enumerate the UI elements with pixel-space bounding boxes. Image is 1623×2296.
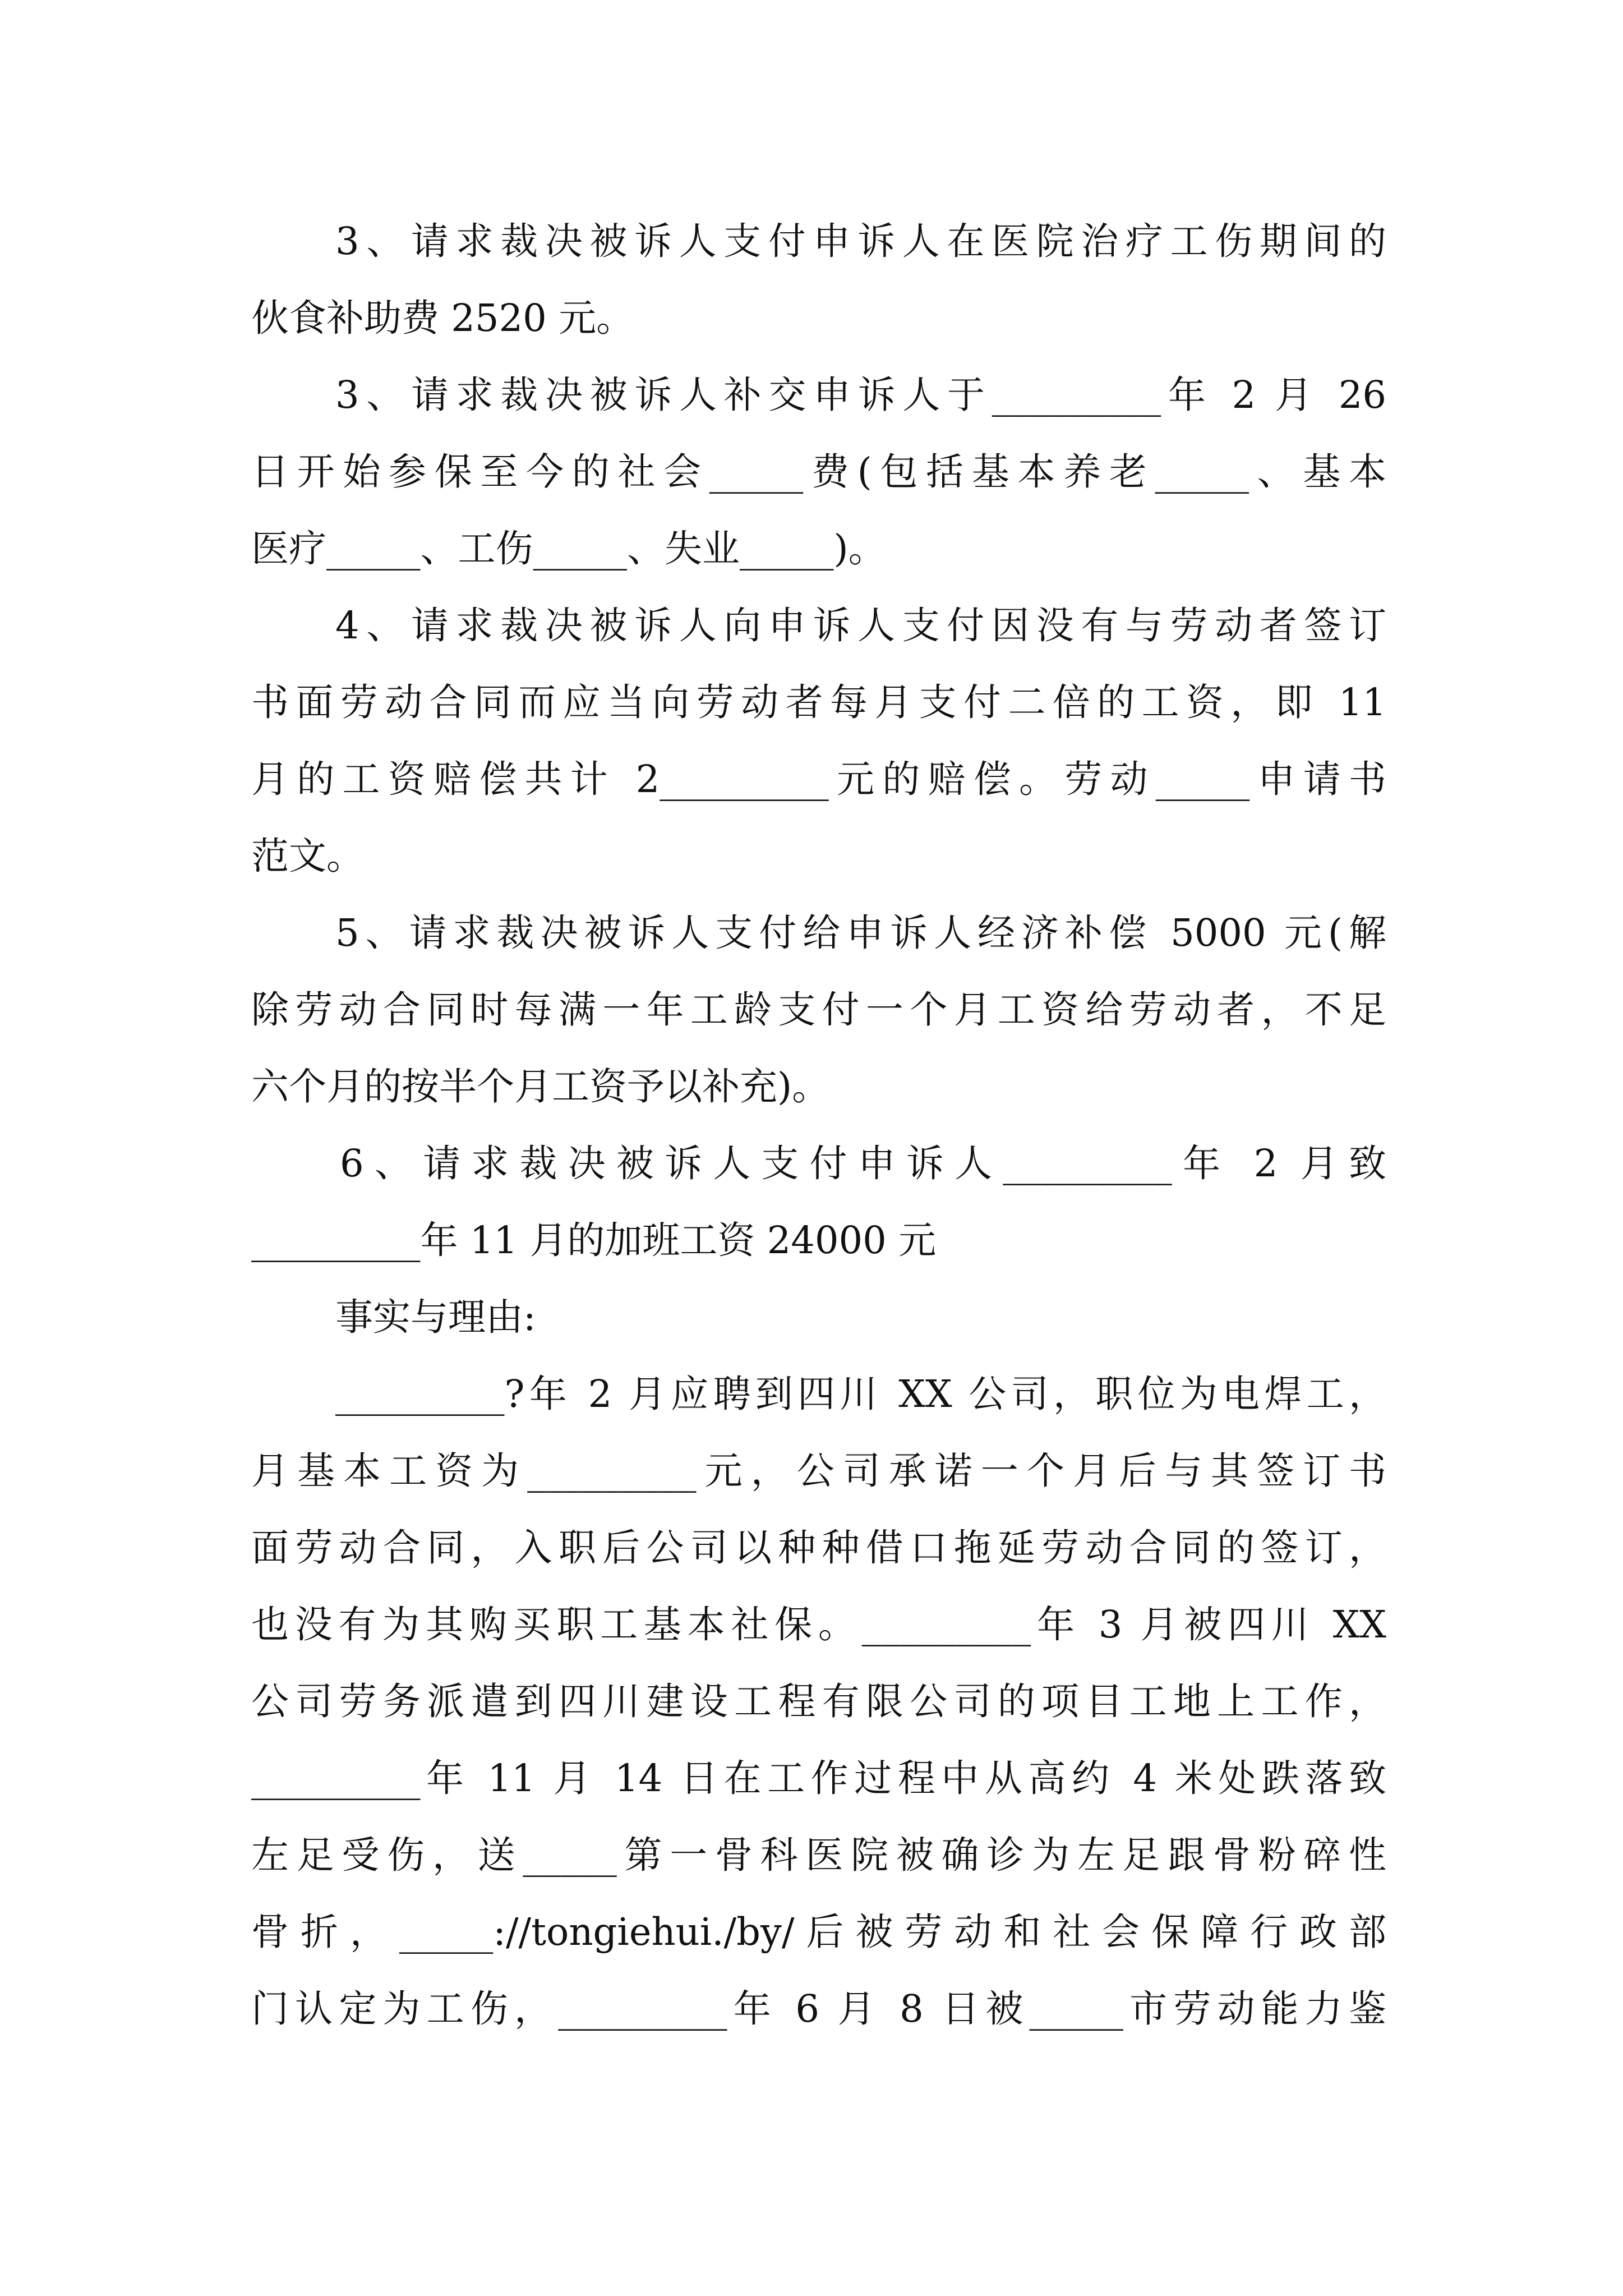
claim-5-line-3: 六个月的按半个月工资予以补充)。: [251, 1065, 830, 1108]
claim-6-line-1: 6、请求裁决被诉人支付申诉人_________年 2 月致: [340, 1142, 1386, 1185]
text-line: [251, 664, 1386, 741]
claim-4-line-1: 4、请求裁决被诉人向申诉人支付因没有与劳动者签订: [335, 604, 1386, 647]
claim-3b-line-3: 医疗_____、工伤_____、失业_____)。: [251, 527, 886, 570]
facts-line-2: 月基本工资为_________元，公司承诺一个月后与其签订书: [251, 1449, 1386, 1493]
facts-line-8: 骨折，_____://tongiehui./by/后被劳动和社会保障行政部: [251, 1910, 1386, 1954]
document-body: [251, 203, 1386, 2047]
text-line: [251, 1433, 1386, 1510]
text-line: [251, 434, 1386, 510]
text-line: [251, 1356, 1386, 1433]
text-line: [251, 1894, 1386, 1971]
text-line: [251, 357, 1386, 434]
text-line: [251, 1971, 1386, 2047]
text-line: [251, 895, 1386, 972]
text-line: [251, 1048, 1386, 1125]
text-line: [251, 203, 1386, 280]
claim-5-line-2: 除劳动合同时每满一年工龄支付一个月工资给劳动者，不足: [251, 988, 1386, 1032]
claim-3b-line-2: 日开始参保至今的社会_____费(包括基本养老_____、基本: [251, 450, 1386, 494]
claim-4-line-2: 书面劳动合同而应当向劳动者每月支付二倍的工资，即 11: [251, 680, 1386, 724]
claim-4-line-3: 月的工资赔偿共计 2_________元的赔偿。劳动_____申请书: [251, 757, 1386, 801]
claim-3a-line-1: 3、请求裁决被诉人支付申诉人在医院治疗工伤期间的: [335, 219, 1386, 263]
text-line: [251, 1817, 1386, 1894]
text-line: [251, 1510, 1386, 1586]
claim-4-line-4: 范文。: [251, 834, 364, 878]
text-line: [251, 510, 1386, 587]
claim-3b-line-1: 3、请求裁决被诉人补交申诉人于_________年 2 月 26: [335, 373, 1386, 417]
text-line: [251, 280, 1386, 357]
text-line: [251, 972, 1386, 1048]
facts-line-4: 也没有为其购买职工基本社保。_________年 3 月被四川 XX: [251, 1603, 1386, 1646]
facts-line-6: _________年 11 月 14 日在工作过程中从高约 4 米处跌落致: [251, 1756, 1386, 1800]
text-line: [251, 818, 1386, 895]
text-line: [251, 1202, 1386, 1279]
text-line: [251, 587, 1386, 664]
facts-line-9: 门认定为工伤，_________年 6 月 8 日被_____市劳动能力鉴: [251, 1987, 1386, 2031]
text-line: [251, 1279, 1386, 1356]
facts-heading: 事实与理由:: [335, 1295, 536, 1339]
claim-6-line-2: _________年 11 月的加班工资 24000 元: [251, 1218, 937, 1262]
text-line: [251, 1663, 1386, 1740]
facts-line-3: 面劳动合同，入职后公司以种种借口拖延劳动合同的签订，: [251, 1526, 1386, 1570]
claim-3a-line-2: 伙食补助费 2520 元。: [251, 296, 634, 340]
facts-line-7: 左足受伤，送_____第一骨科医院被确诊为左足跟骨粉碎性: [251, 1833, 1386, 1877]
facts-line-5: 公司劳务派遣到四川建设工程有限公司的项目工地上工作，: [251, 1680, 1386, 1723]
text-line: [251, 1125, 1386, 1202]
text-line: [251, 1586, 1386, 1663]
text-line: [251, 1740, 1386, 1817]
text-line: [251, 741, 1386, 818]
claim-5-line-1: 5、请求裁决被诉人支付给申诉人经济补偿 5000 元(解: [335, 911, 1386, 955]
facts-line-1: _________?年 2 月应聘到四川 XX 公司，职位为电焊工，: [335, 1372, 1386, 1416]
